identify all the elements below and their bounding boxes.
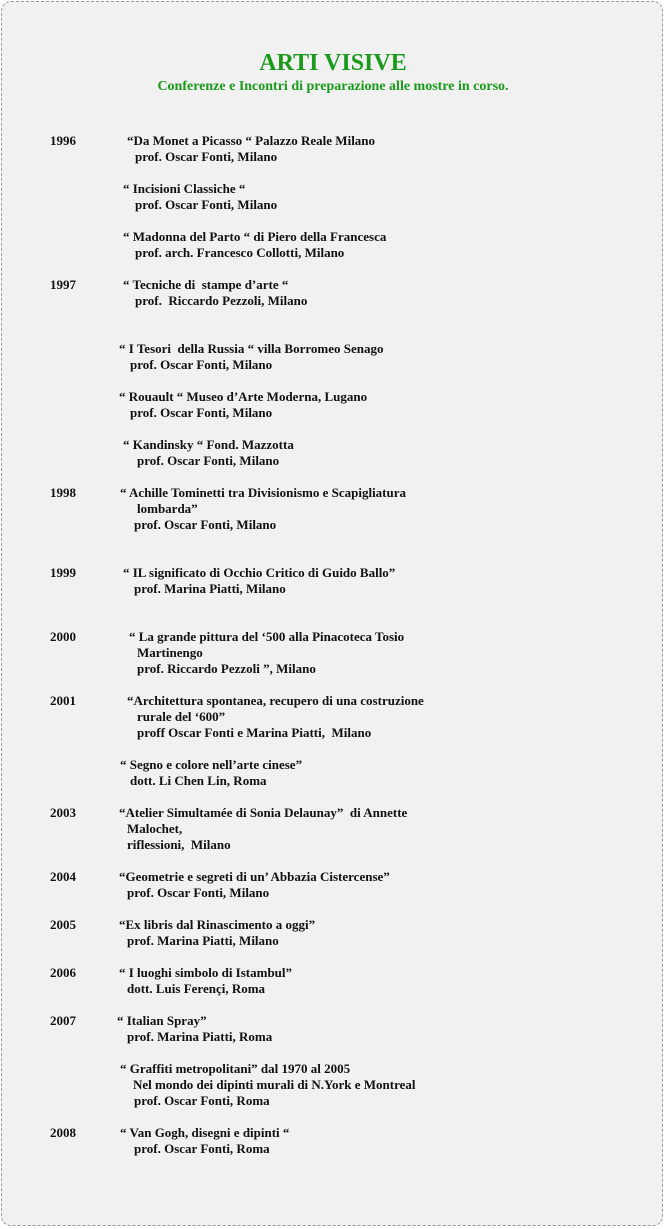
entry-title: “ Incisioni Classiche “ <box>123 181 246 196</box>
entry-detail: lombarda” <box>137 501 198 516</box>
entry-year: 1999 <box>50 565 76 580</box>
entry-year: 2006 <box>50 965 76 980</box>
entry-detail: Nel mondo dei dipinti murali di N.York e Montreal <box>133 1077 416 1092</box>
entry-title: “Da Monet a Picasso “ Palazzo Reale Milano <box>127 133 376 148</box>
entry-detail: prof. Oscar Fonti, Milano <box>127 885 270 900</box>
entry-detail: prof. Oscar Fonti, Milano <box>135 197 278 212</box>
entry-title: “ I luoghi simbolo di Istambul” <box>119 965 293 980</box>
entry-detail: prof. Oscar Fonti, Milano <box>134 517 277 532</box>
entry-year: 2003 <box>50 805 76 820</box>
entry-detail: prof. Oscar Fonti, Milano <box>135 149 278 164</box>
entry-year: 2008 <box>50 1125 76 1140</box>
entry-title: “ Tecniche di stampe d’arte “ <box>123 277 289 292</box>
entry-year: 2007 <box>50 1013 76 1028</box>
entry-title: “ Kandinsky “ Fond. Mazzotta <box>123 437 294 452</box>
page-title: ARTI VISIVE <box>259 50 407 76</box>
entry-detail: prof. arch. Francesco Collotti, Milano <box>135 245 345 260</box>
entry-title: “ Rouault “ Museo d’Arte Moderna, Lugano <box>119 389 368 404</box>
entry-detail: Martinengo <box>137 645 203 660</box>
page-subtitle: Conferenze e Incontri di preparazione alle mostre in corso. <box>157 79 509 94</box>
entry-year: 2001 <box>50 693 76 708</box>
entry-year: 1996 <box>50 133 76 148</box>
entry-year: 1997 <box>50 277 76 292</box>
entry-detail: prof. Oscar Fonti, Milano <box>137 453 280 468</box>
entry-detail: prof. Marina Piatti, Roma <box>127 1029 273 1044</box>
entry-title: “ Italian Spray” <box>117 1013 207 1028</box>
entry-title: “Atelier Simultamée di Sonia Delaunay” di Annette <box>119 805 408 820</box>
entry-detail: prof. Marina Piatti, Milano <box>134 581 286 596</box>
entry-title: “ IL significato di Occhio Critico di Guido Ballo” <box>123 565 396 580</box>
entry-detail: dott. Luis Ferençi, Roma <box>127 981 266 996</box>
entry-year: 2000 <box>50 629 76 644</box>
entry-title: “Ex libris dal Rinascimento a oggi” <box>119 917 316 932</box>
entry-detail: prof. Riccardo Pezzoli, Milano <box>135 293 308 308</box>
entry-detail: prof. Marina Piatti, Milano <box>127 933 279 948</box>
entry-title: “ Madonna del Parto “ di Piero della Francesca <box>123 229 387 244</box>
content-panel <box>1 1 663 1226</box>
entry-detail: riflessioni, Milano <box>127 837 231 852</box>
entry-detail: dott. Li Chen Lin, Roma <box>130 773 267 788</box>
entry-year: 1998 <box>50 485 76 500</box>
entry-detail: rurale del ‘600” <box>137 709 226 724</box>
entry-title: “ Segno e colore nell’arte cinese” <box>120 757 303 772</box>
entry-detail: prof. Oscar Fonti, Milano <box>130 357 273 372</box>
entry-title: “ I Tesori della Russia “ villa Borromeo Senago <box>119 341 384 356</box>
entry-title: “ Van Gogh, disegni e dipinti “ <box>120 1125 290 1140</box>
entry-title: “ La grande pittura del ‘500 alla Pinacoteca Tosio <box>129 629 405 644</box>
entry-year: 2004 <box>50 869 76 884</box>
entry-detail: prof. Oscar Fonti, Roma <box>134 1093 270 1108</box>
entry-title: “Geometrie e segreti di un’ Abbazia Cistercense” <box>119 869 390 884</box>
entry-detail: prof. Oscar Fonti, Milano <box>130 405 273 420</box>
entry-detail: Malochet, <box>127 821 183 836</box>
entry-year: 2005 <box>50 917 76 932</box>
entry-title: “ Achille Tominetti tra Divisionismo e Scapigliatura <box>120 485 407 500</box>
entry-detail: proff Oscar Fonti e Marina Piatti, Milano <box>137 725 372 740</box>
entry-detail: prof. Riccardo Pezzoli ”, Milano <box>137 661 316 676</box>
entry-title: “ Graffiti metropolitani” dal 1970 al 2005 <box>120 1061 351 1076</box>
entry-title: “Architettura spontanea, recupero di una costruzione <box>127 693 424 708</box>
entry-detail: prof. Oscar Fonti, Roma <box>134 1141 270 1156</box>
